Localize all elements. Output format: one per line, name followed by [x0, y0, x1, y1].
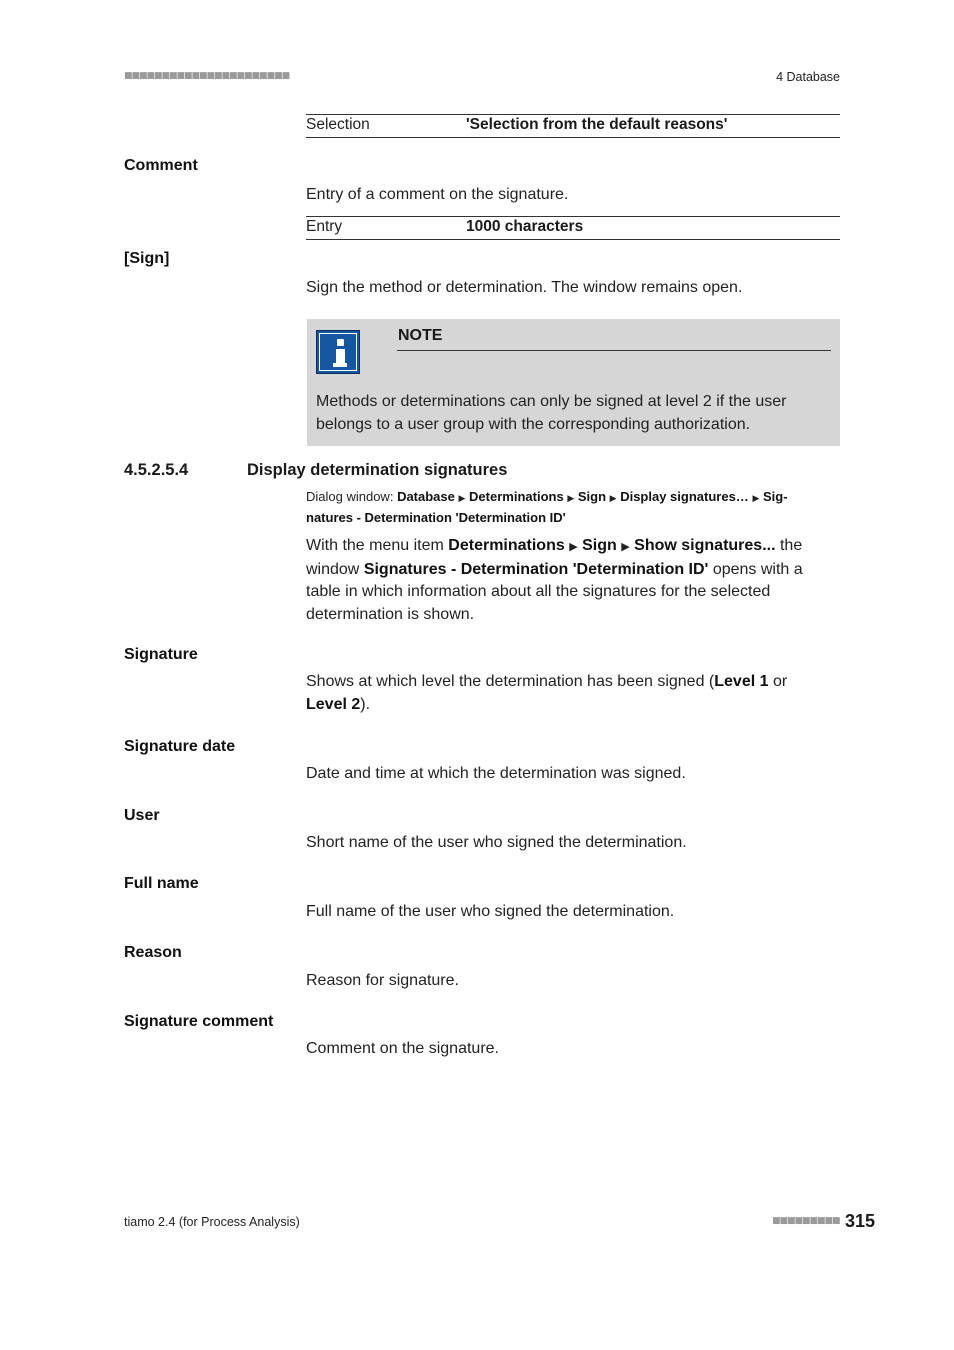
note-text: Methods or determinations can only be signed at level 2 if the user belongs to a user group with the corresponding authorization. — [316, 393, 787, 433]
intro-text: opens with a table in which information about all the signatures for the selected determination is shown. — [306, 560, 803, 624]
note-divider — [397, 350, 831, 351]
dialog-path-item: Sign — [577, 489, 607, 504]
footer-product: tiamo 2.4 (for Process Analysis) — [124, 1215, 300, 1229]
desc-text: or — [772, 673, 788, 690]
section-number: 4.5.2.5.4 — [124, 461, 189, 479]
dialog-path-item: Database — [397, 489, 455, 504]
desc-signature — [306, 671, 840, 716]
menu-item: Show signatures... — [634, 537, 776, 554]
desc-sign: Sign the method or determination. The window remains open. — [306, 279, 743, 296]
arrow-icon: ▶ — [569, 541, 578, 553]
dialog-path-item: Sig- — [762, 489, 788, 504]
level-label: Level 2 — [306, 695, 361, 713]
term-comment: Comment — [124, 157, 198, 174]
dialog-path-item: natures - Determination 'Determination ID' — [306, 510, 566, 525]
intro-text: With the menu item — [306, 537, 444, 554]
term-signature-date: Signature date — [124, 738, 236, 755]
section-intro — [306, 535, 840, 627]
section-title: Display determination signatures — [247, 461, 508, 479]
term-sign: [Sign] — [124, 250, 170, 267]
desc-signature-date: Date and time at which the determination was signed. — [306, 765, 686, 782]
menu-item: Sign — [582, 537, 617, 554]
arrow-icon: ▶ — [567, 493, 575, 503]
note-title: NOTE — [398, 327, 443, 344]
desc-full-name: Full name of the user who signed the determination. — [306, 903, 675, 920]
term-user: User — [124, 807, 160, 824]
arrow-icon: ▶ — [458, 493, 466, 503]
arrow-icon: ▶ — [609, 493, 617, 503]
term-signature: Signature — [124, 646, 198, 663]
entry-table — [306, 216, 840, 240]
term-signature-comment: Signature comment — [124, 1013, 274, 1030]
desc-text: Shows at which level the determination has been signed ( — [306, 673, 715, 690]
arrow-icon: ▶ — [621, 541, 630, 553]
table-key: Entry — [306, 218, 343, 235]
desc-reason: Reason for signature. — [306, 972, 459, 989]
info-icon — [316, 330, 360, 374]
desc-user: Short name of the user who signed the determination. — [306, 834, 687, 851]
arrow-icon: ▶ — [752, 493, 760, 503]
menu-item: Determinations — [448, 537, 565, 554]
page-number: 315 — [845, 1211, 876, 1231]
selection-table — [306, 114, 840, 138]
table-value: 1000 characters — [466, 218, 584, 235]
window-name: Signatures - Determination 'Determination ID' — [363, 560, 709, 578]
desc-comment: Entry of a comment on the signature. — [306, 186, 569, 203]
term-full-name: Full name — [124, 875, 199, 892]
dialog-path-item: Display signatures… — [620, 489, 749, 504]
dialog-path-item: Determinations — [469, 489, 564, 504]
header-decoration: ■■■■■■■■■■■■■■■■■■■■■■ — [124, 71, 290, 81]
term-reason: Reason — [124, 944, 182, 961]
table-key: Selection — [306, 116, 370, 133]
desc-signature-comment: Comment on the signature. — [306, 1040, 499, 1057]
table-value: 'Selection from the default reasons' — [466, 116, 728, 133]
intro-text: the window — [306, 537, 803, 578]
desc-text: ). — [360, 695, 371, 713]
level-label: Level 1 — [714, 673, 769, 690]
dialog-path — [306, 487, 840, 528]
footer-decoration: ■■■■■■■■■ — [772, 1216, 840, 1226]
chapter-title: 4 Database — [776, 70, 840, 84]
dialog-prefix: Dialog window: — [306, 489, 394, 504]
note-box — [307, 319, 840, 446]
